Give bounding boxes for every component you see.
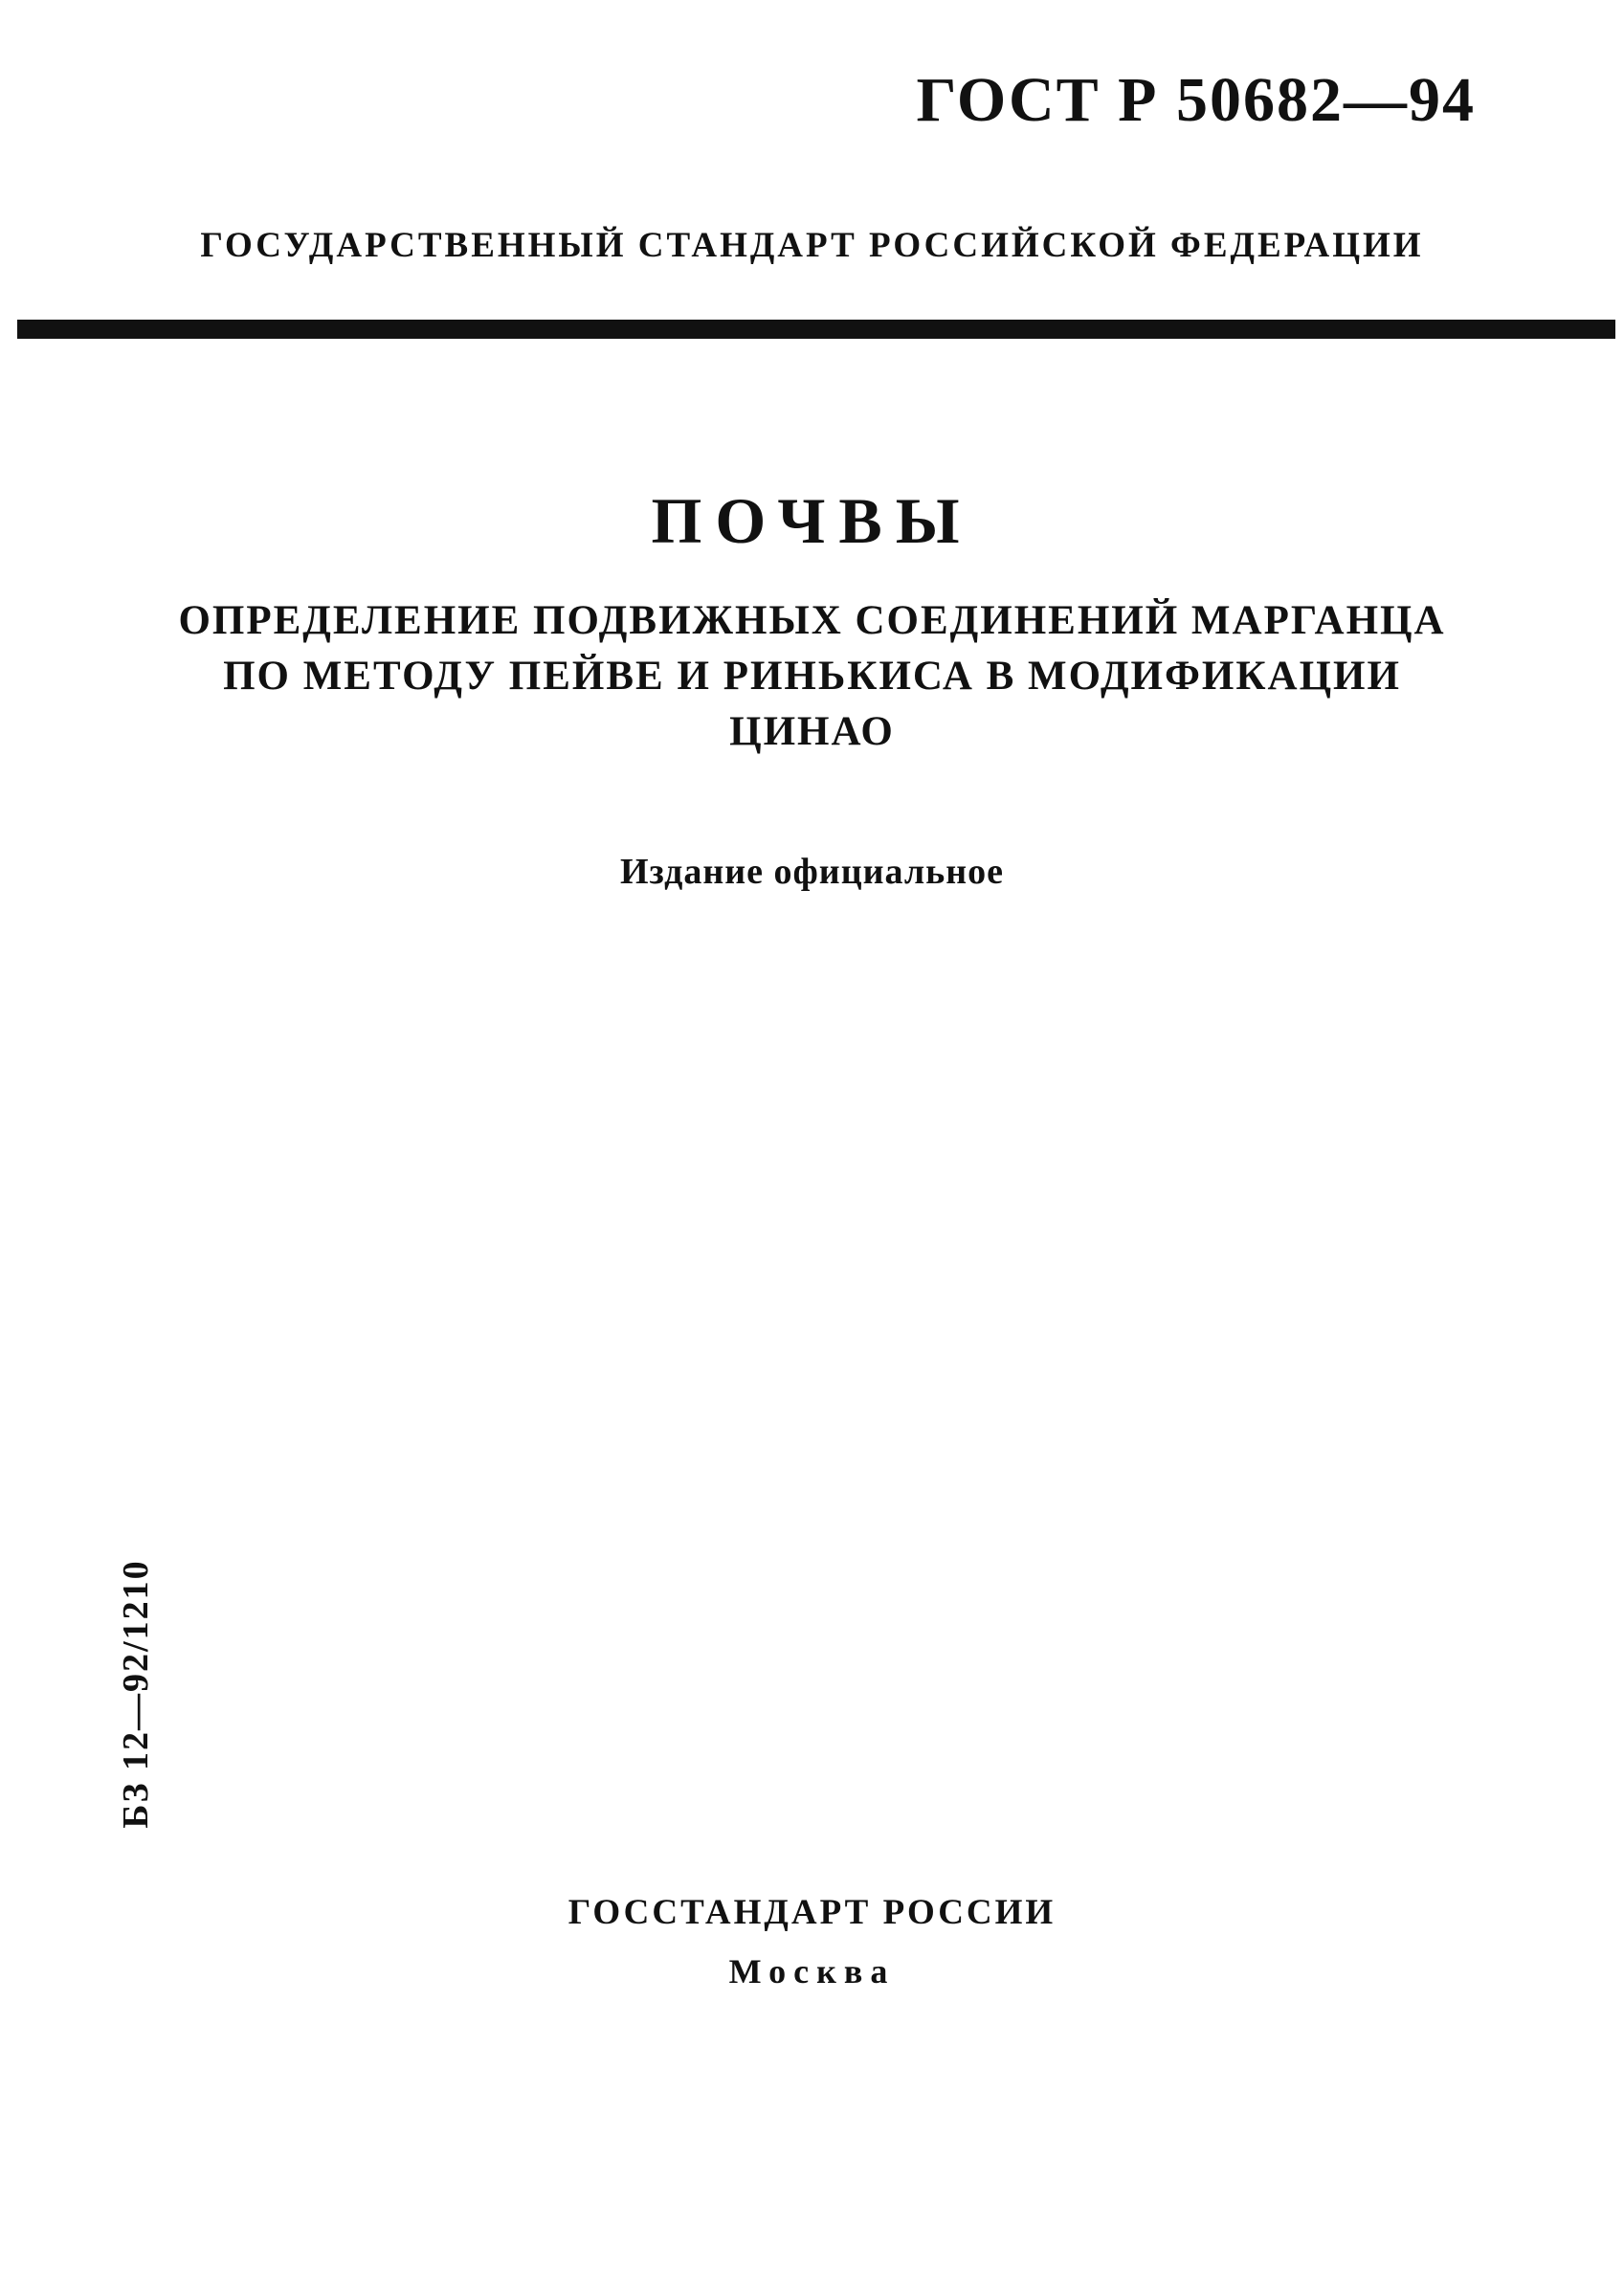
document-subtitle	[0, 593, 1624, 760]
document-title: ПОЧВЫ	[651, 484, 973, 557]
subtitle-line: ОПРЕДЕЛЕНИЕ ПОДВИЖНЫХ СОЕДИНЕНИЙ МАРГАНЦА	[178, 598, 1446, 643]
issuing-authority-header: ГОСУДАРСТВЕННЫЙ СТАНДАРТ РОССИЙСКОЙ ФЕДЕРАЦИИ	[200, 226, 1424, 265]
header-rule-divider	[17, 320, 1615, 339]
subtitle-line: ЦИНАО	[729, 709, 895, 754]
publisher-name: ГОССТАНДАРТ РОССИИ	[567, 1893, 1057, 1932]
subtitle-line: ПО МЕТОДУ ПЕЙВЕ И РИНЬКИСА В МОДИФИКАЦИИ	[223, 654, 1401, 699]
publication-city: Москва	[728, 1952, 896, 1991]
standard-number: ГОСТ Р 50682—94	[916, 65, 1476, 135]
edition-note: Издание официальное	[619, 852, 1004, 892]
side-catalog-code: БЗ 12—92/1210	[116, 1559, 156, 1829]
